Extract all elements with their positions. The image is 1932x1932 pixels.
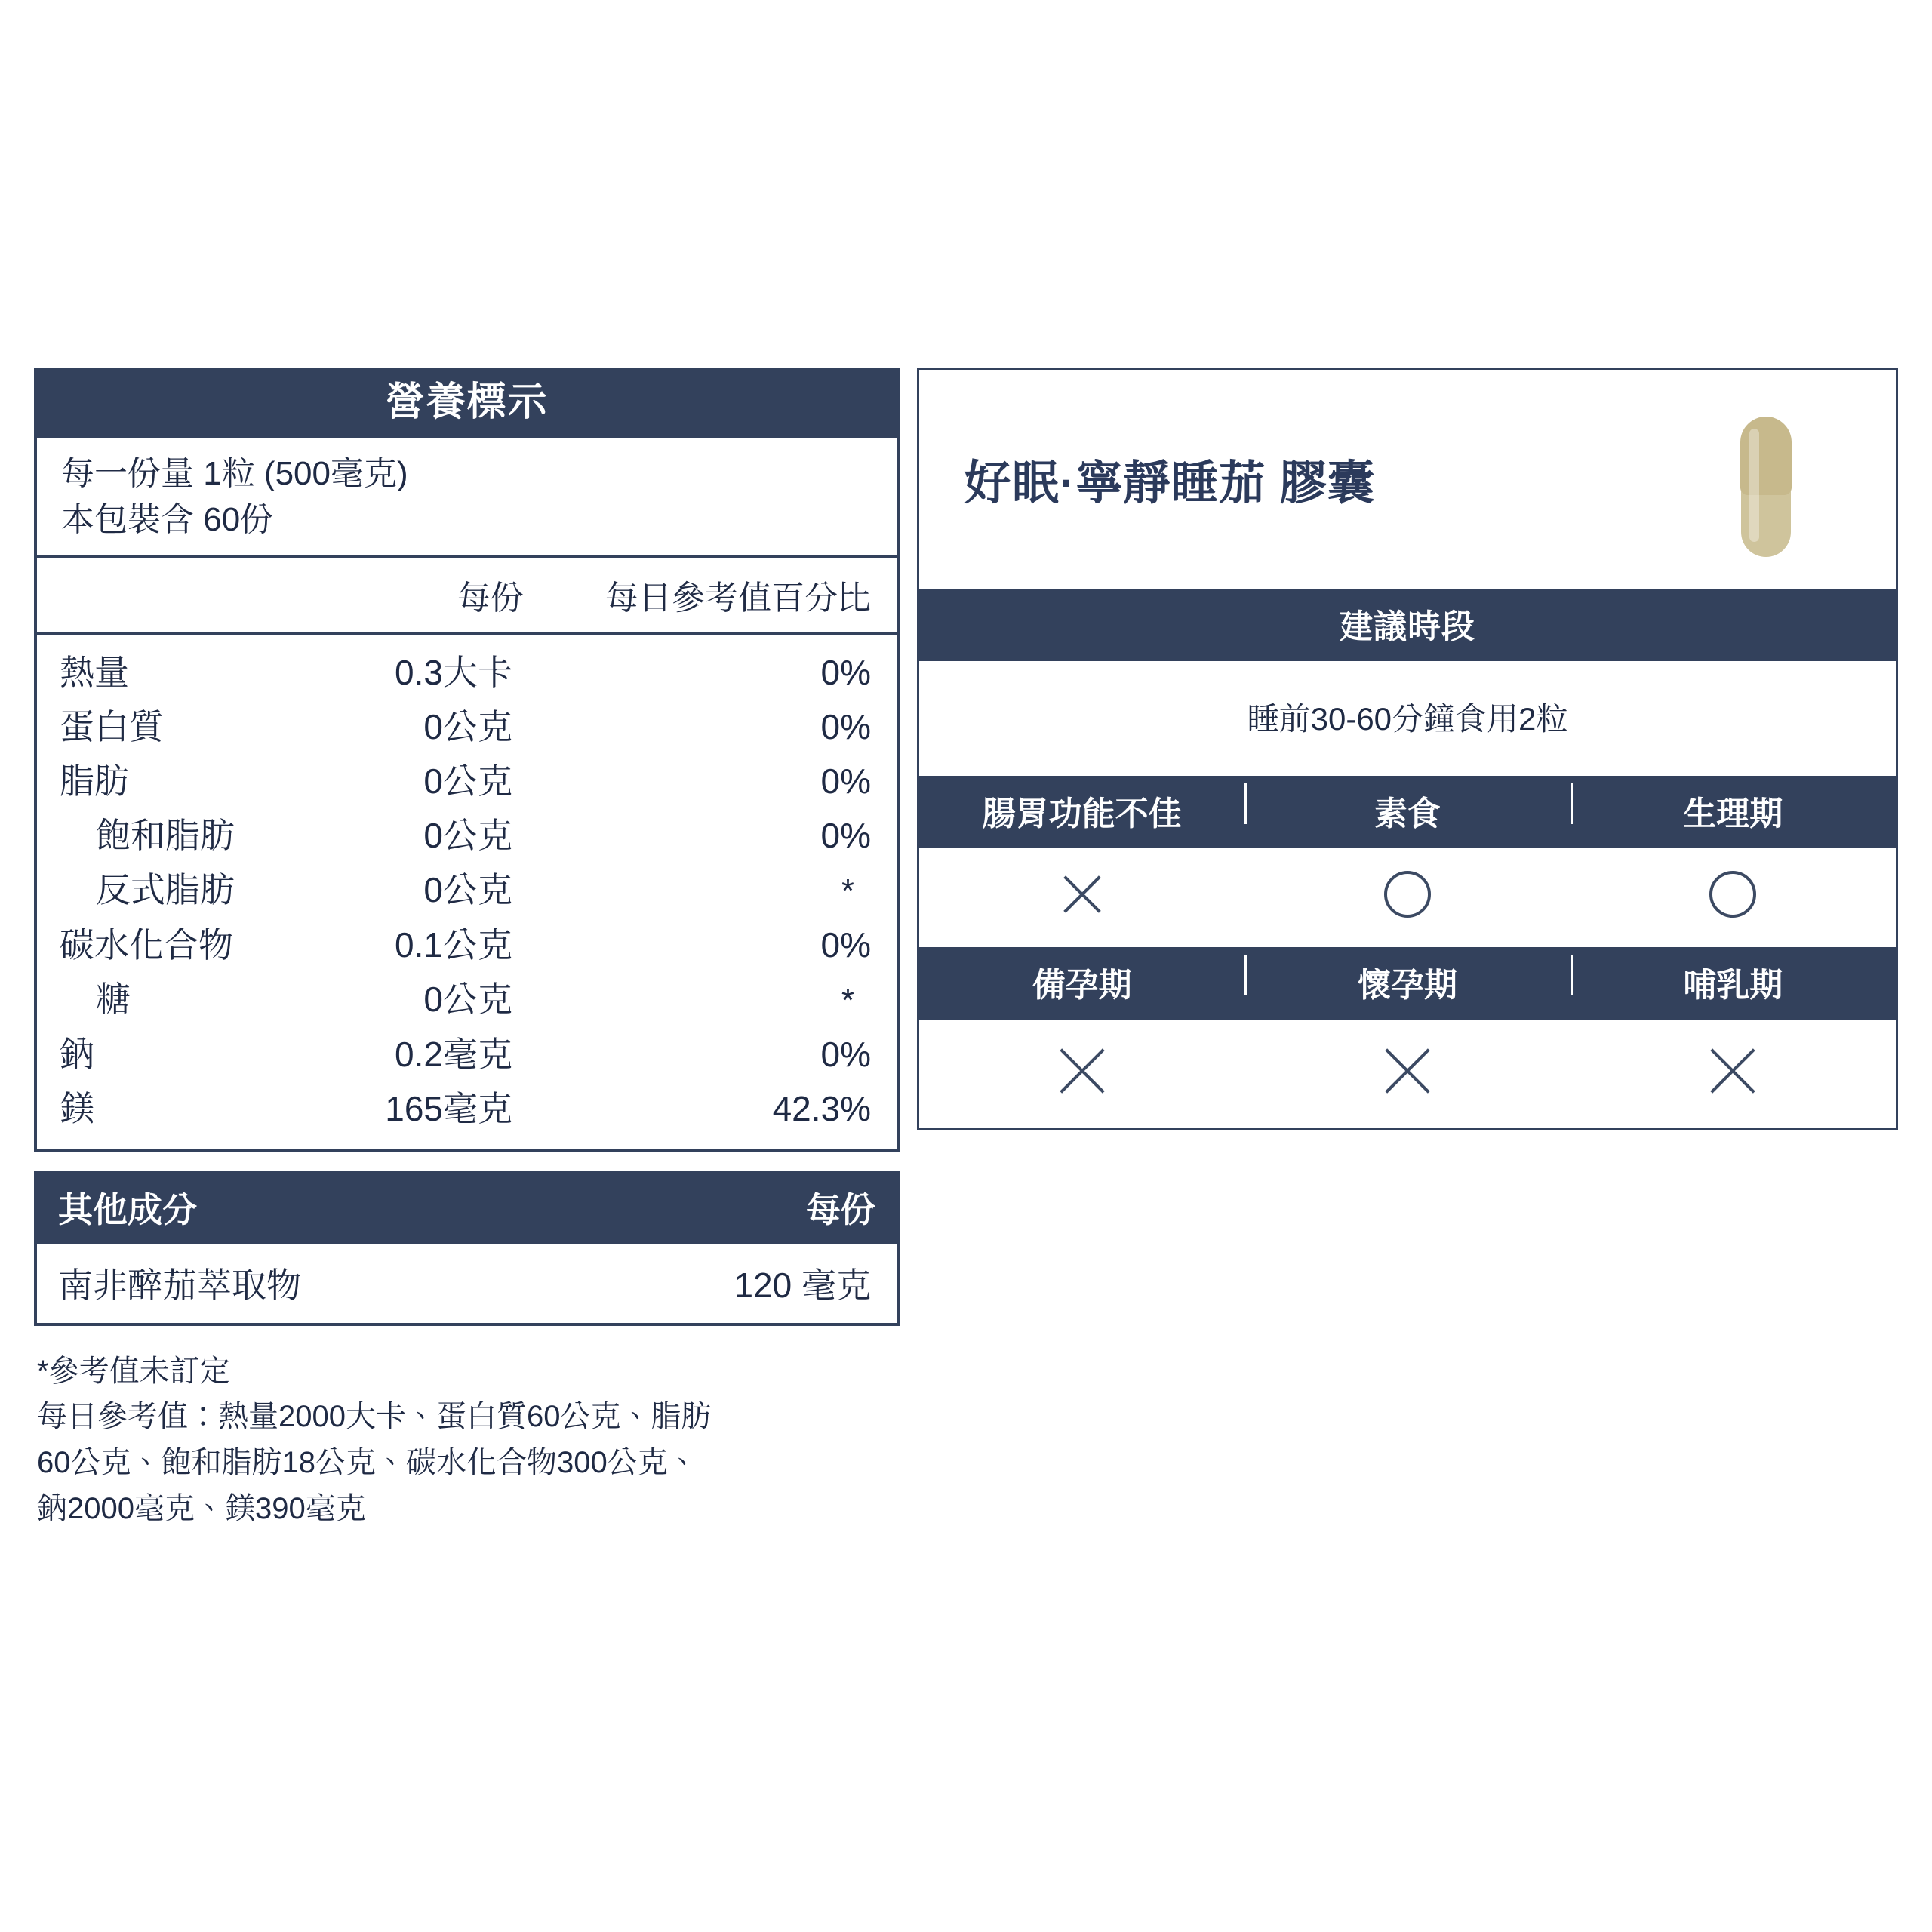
other-ingredients-box: [34, 1171, 900, 1326]
table-row: [37, 754, 897, 808]
table-row: [37, 1081, 897, 1136]
footnotes: [34, 1349, 900, 1532]
footnote-line-2: 每日參考值：熱量2000大卡、蛋白質60公克、脂肪: [37, 1400, 712, 1434]
nutrition-column-headers: [37, 558, 897, 635]
nutrient-amount: 0公克: [423, 706, 512, 746]
suitability-header-row-1: [919, 776, 1896, 848]
suitability-mark-cell: [1571, 1042, 1896, 1102]
suitability-header-cell: 生理期: [1571, 786, 1896, 835]
suitability-mark-cell: [919, 871, 1244, 921]
footnote-line-4: 鈉2000毫克、鎂390毫克: [37, 1492, 366, 1526]
nutrition-rows: [37, 635, 897, 1149]
suitability-header-cell: 懷孕期: [1244, 958, 1570, 1006]
nutrition-title: 營養標示: [37, 371, 897, 438]
nutrient-daily-value: 42.3%: [772, 1088, 871, 1128]
table-row: [37, 1244, 897, 1323]
nutrient-amount: 0.3大卡: [395, 652, 512, 692]
product-info-panel: [917, 368, 1898, 1130]
nutrient-daily-value: 0%: [820, 924, 871, 964]
nutrient-amount: 0.2毫克: [395, 1034, 512, 1074]
nutrient-name: 蛋白質: [60, 706, 164, 746]
cross-icon: [1059, 871, 1106, 918]
column-header-daily-value: 每日參考值百分比: [605, 579, 871, 617]
nutrient-daily-value: *: [841, 981, 854, 1019]
table-row: [37, 700, 897, 754]
nutrient-name: 熱量: [60, 652, 129, 692]
cross-icon: [1380, 1042, 1435, 1098]
suitability-header-cell: 素食: [1244, 786, 1570, 835]
ingredient-amount: 120 毫克: [734, 1265, 871, 1305]
nutrient-name: 鈉: [60, 1034, 94, 1074]
nutrient-daily-value: *: [841, 872, 854, 909]
suitability-mark-cell: [1244, 871, 1570, 921]
column-header-serving: 每份: [457, 579, 524, 617]
nutrient-name: 碳水化合物: [60, 924, 233, 964]
cross-icon: [1705, 1042, 1761, 1098]
timing-instruction: 睡前30-60分鐘食用2粒: [1247, 701, 1568, 737]
product-header: [919, 370, 1896, 589]
nutrient-daily-value: 0%: [820, 815, 871, 855]
product-name: 好眠·寧靜睡茄 膠囊: [964, 457, 1375, 509]
table-row: [37, 808, 897, 863]
circle-icon: [1384, 871, 1431, 918]
nutrient-amount: 0公克: [423, 979, 512, 1019]
other-ingredients-amount-label: 每份: [806, 1189, 875, 1229]
nutrient-amount: 0公克: [423, 869, 512, 909]
nutrient-amount: 0.1公克: [395, 924, 512, 964]
other-ingredients-header: [37, 1174, 897, 1244]
table-row: [37, 645, 897, 700]
suitability-header-row-2: [919, 947, 1896, 1020]
suitability-header-cell: 備孕期: [1032, 967, 1132, 1004]
servings-per-container: 本包裝含 60份: [61, 500, 274, 538]
suitability-mark-cell: [919, 1042, 1244, 1102]
suitability-header-cell: 哺乳期: [1571, 958, 1896, 1006]
other-ingredients-label: 其他成分: [58, 1189, 197, 1229]
nutrition-panel: [34, 368, 900, 1532]
nutrient-amount: 0公克: [423, 815, 512, 855]
timing-band-label: 建議時段: [919, 589, 1896, 661]
suitability-marks-row-1: [919, 848, 1896, 947]
nutrition-facts-box: [34, 368, 900, 1152]
nutrient-daily-value: 0%: [820, 1034, 871, 1074]
suitability-marks-row-2: [919, 1020, 1896, 1128]
cross-icon: [1054, 1042, 1110, 1098]
nutrient-amount: 0公克: [423, 761, 512, 801]
nutrient-daily-value: 0%: [820, 706, 871, 746]
nutrient-amount: 165毫克: [385, 1088, 512, 1128]
suitability-mark-cell: [1244, 1042, 1570, 1102]
nutrient-name: 糖: [96, 979, 131, 1019]
circle-icon: [1709, 871, 1756, 918]
nutrient-daily-value: 0%: [820, 761, 871, 801]
nutrient-name: 反式脂肪: [96, 869, 235, 909]
nutrient-name: 脂肪: [60, 761, 129, 801]
capsule-icon: [1740, 417, 1792, 557]
nutrient-name: 飽和脂肪: [96, 815, 235, 855]
suitability-header-cell: 腸胃功能不佳: [982, 795, 1182, 832]
footnote-line-3: 60公克、飽和脂肪18公克、碳水化合物300公克、: [37, 1446, 698, 1480]
nutrient-name: 鎂: [60, 1088, 94, 1128]
footnote-line-1: *參考值未訂定: [37, 1354, 230, 1388]
table-row: [37, 918, 897, 972]
nutrient-daily-value: 0%: [820, 652, 871, 692]
serving-info: [37, 438, 897, 558]
suitability-mark-cell: [1571, 871, 1896, 921]
ingredient-name: 南非醉茄萃取物: [58, 1265, 301, 1305]
table-row: [37, 972, 897, 1027]
serving-size: 每一份量 1粒 (500毫克): [61, 455, 408, 493]
table-row: [37, 863, 897, 918]
table-row: [37, 1027, 897, 1081]
